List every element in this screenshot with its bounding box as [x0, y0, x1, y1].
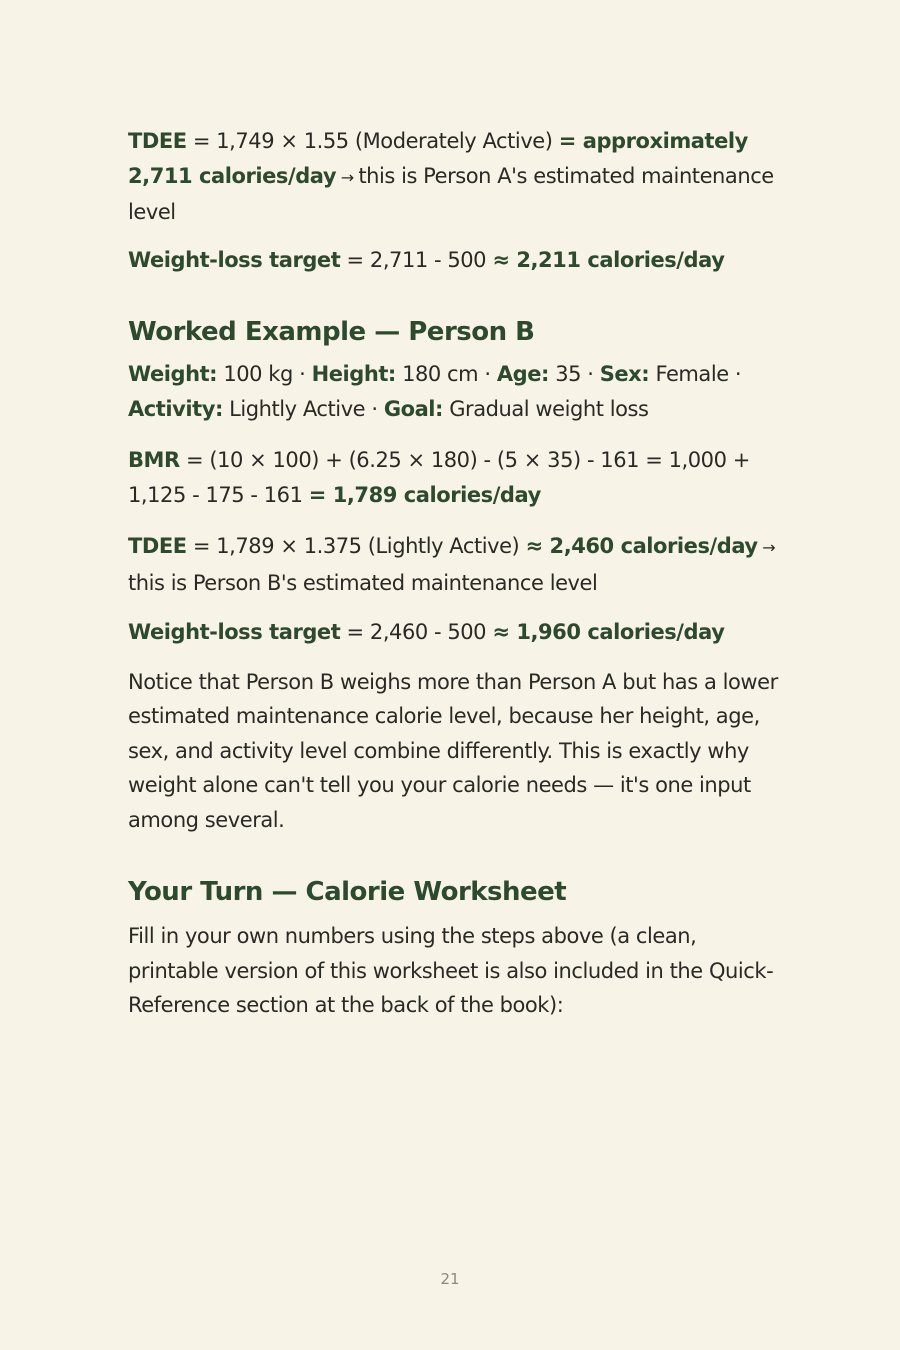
activity-value: Lightly Active · [222, 396, 384, 421]
tdee-note: this is Person A's estimated maintenance level [128, 163, 774, 224]
weight-value: 100 kg · [217, 362, 312, 386]
bmr-label: BMR [128, 448, 180, 472]
goal-value: Gradual weight loss [443, 396, 649, 421]
sex-value: Female · [649, 362, 742, 386]
sex-label: Sex: [599, 362, 650, 386]
height-value: 180 cm · [395, 362, 497, 386]
comparison-note: Notice that Person B weighs more than Person A but has a lower estimated maintenance calorie level, because her height, age, sex, and activity level combine differently. This is exactly why weight alone can't tell you your calorie needs — it's one input among several. [128, 669, 778, 832]
tdee-label: TDEE [128, 534, 187, 558]
page-number: 21 [440, 1270, 460, 1288]
arrow-icon: → [757, 538, 776, 557]
person-a-tdee [128, 124, 778, 230]
person-b-stats [128, 357, 778, 426]
weight-loss-label: Weight-loss target [128, 247, 341, 272]
tdee-formula: = 1,749 × 1.55 (Moderately Active) [186, 129, 559, 153]
worksheet-heading: Your Turn — Calorie Worksheet [128, 877, 567, 907]
arrow-icon: → [336, 167, 359, 187]
age-value: 35 · [548, 362, 600, 386]
bmr-result: = 1,789 calories/day [308, 482, 541, 507]
person-b-tdee [128, 529, 778, 600]
tdee-result: ≈ 2,460 calories/day [525, 534, 758, 558]
age-label: Age: [496, 362, 549, 386]
weight-loss-formula: = 2,711 - 500 [340, 247, 493, 272]
tdee-result: = approximately 2,711 calories/day [128, 129, 748, 188]
page-content [128, 124, 778, 1023]
height-label: Height: [311, 362, 396, 386]
person-b-weight-loss-target [128, 615, 778, 650]
weight-loss-result: ≈ 1,960 calories/day [492, 620, 725, 644]
worksheet-intro: Fill in your own numbers using the steps above (a clean, printable version of this worksheet is also included in the Quick-Reference section at the back of the book): [128, 924, 774, 1017]
goal-label: Goal: [383, 396, 443, 421]
bmr-formula: = (10 × 100) + (6.25 × 180) - (5 × 35) - 161 = 1,000 + 1,125 - 175 - 161 [128, 448, 750, 507]
person-b-heading: Worked Example — Person B [128, 317, 535, 347]
activity-label: Activity: [128, 396, 223, 421]
tdee-note: this is Person B's estimated maintenance level [128, 570, 598, 595]
weight-label: Weight: [128, 362, 218, 386]
weight-loss-formula: = 2,460 - 500 [340, 620, 493, 644]
weight-loss-result: ≈ 2,211 calories/day [492, 247, 725, 272]
weight-loss-label: Weight-loss target [128, 620, 341, 644]
tdee-label: TDEE [128, 129, 187, 153]
tdee-formula: = 1,789 × 1.375 (Lightly Active) [186, 534, 526, 558]
person-b-bmr [128, 443, 778, 512]
person-a-weight-loss-target [128, 243, 778, 278]
